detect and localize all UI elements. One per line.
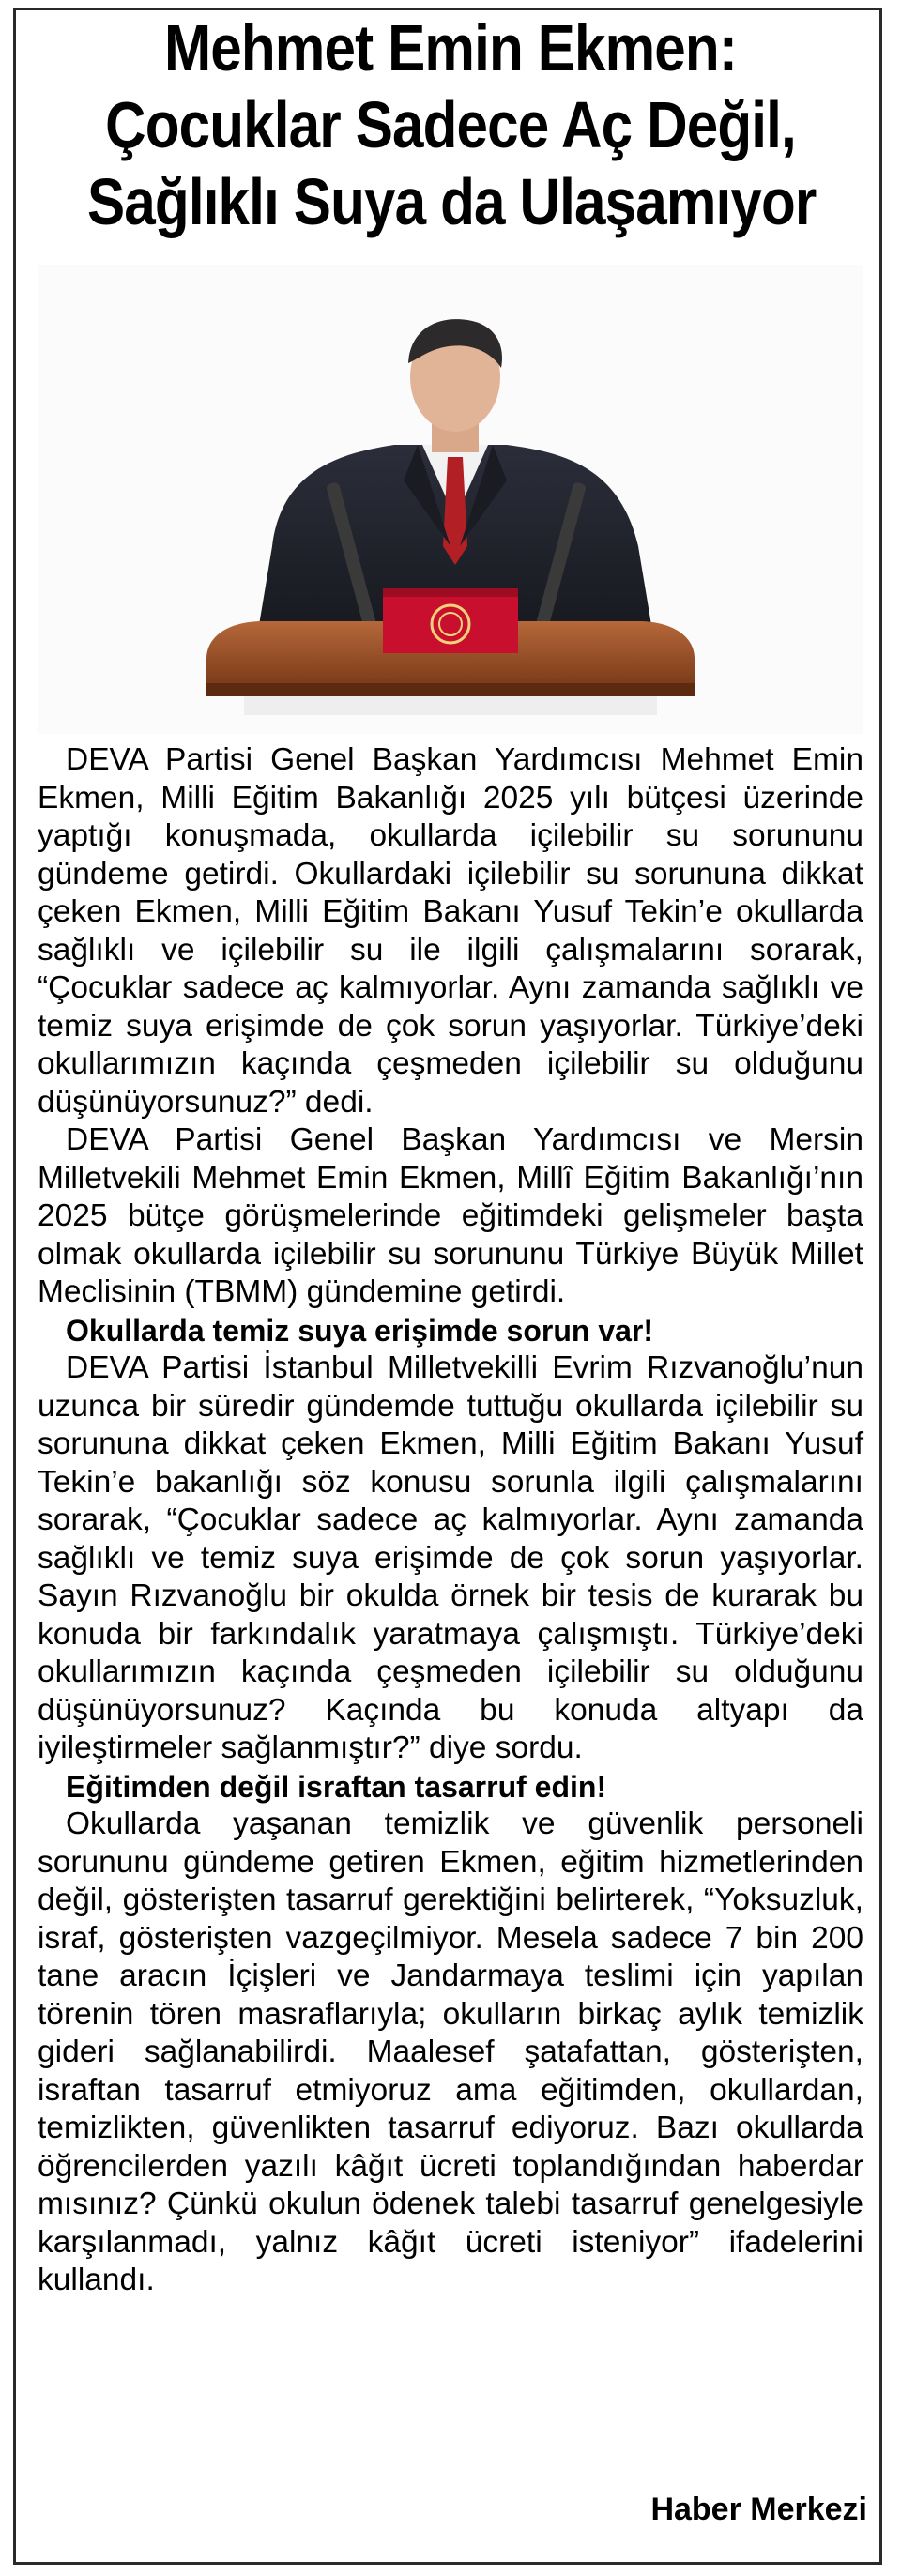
paragraph-1: DEVA Partisi Genel Başkan Yardımcısı Mehmet Emin Ekmen, Milli Eğitim Bakanlığı 2025 yılı bütçesi üzerinde yaptığı konuşmada, okullarda içilebilir su sorununu gündeme getirdi. Okullardaki içilebilir su sorununa dikkat çeken Ekmen, Milli Eğitim Bakanı Yusuf Tekin’e okullarda sağlıklı ve içilebilir su ile ilgili çalışmalarını sorarak, “Çocuklar sadece aç kalmıyorlar. Aynı zamanda sağlıklı ve temiz suya erişimde de çok sorun yaşıyorlar. Türkiye’deki okullarımızın kaçında çeşmeden içilebilir su olduğunu düşünüyorsunuz?” dedi. [38,742,863,1120]
article-headline [87,9,817,240]
headline-line-1: Mehmet Emin Ekmen: [163,11,738,84]
subheading-2: Eğitimden değil israftan tasarruf edin! [66,1769,607,1804]
byline: Haber Merkezi [650,2492,867,2527]
headline-line-3: Sağlıklı Suya da Ulaşamıyor [87,165,817,238]
paragraph-4: Okullarda yaşanan temizlik ve güvenlik personeli sorununu gündeme getiren Ekmen, eğitim hizmetlerinden değil, gösterişten tasarruf gerektiğini belirterek, “Yoksuzluk, israf, gösterişten vazgeçilmiyor. Mesela sadece 7 bin 200 tane aracın İçişleri ve Jandarmaya teslimi için yapılan törenin tören masraflarıyla; okulların birkaç aylık temizlik gideri sağlanabilirdi. Maalesef şatafattan, gösterişten, israftan tasarruf etmiyoruz ama eğitimden, okullardan, temizlikten, güvenlikten tasarruf ediyoruz. Bazı okullarda öğrencilerden yazılı kâğıt ücreti toplandığından haberdar mısınız? Çünkü okulun ödenek talebi tasarruf genelgesiyle karşılanmadı, yalnız kâğıt ücreti isteniyor” ifadelerini kullandı. [38,1806,863,2297]
article-body [38,741,863,2300]
headline-line-2: Çocuklar Sadece Aç Değil, [105,88,796,161]
lectern-plaque [383,595,518,653]
paragraph-2: DEVA Partisi Genel Başkan Yardımcısı ve Mersin Milletvekili Mehmet Emin Ekmen, Millî Eğitim Bakanlığı’nın 2025 bütçe görüşmelerinde eğitimdeki gelişmeler başta olmak okullarda içilebilir su sorununu Türkiye Büyük Millet Meclisinin (TBMM) gündemine getirdi. [38,1122,863,1309]
subheading-1: Okullarda temiz suya erişimde sorun var! [66,1313,654,1348]
article-photo [38,265,863,734]
speaker-at-podium-illustration [38,265,863,734]
paragraph-3: DEVA Partisi İstanbul Milletvekilli Evrim Rızvanoğlu’nun uzunca bir süredir gündemde tuttuğu okullarda içilebilir su sorununa dikkat çeken Ekmen, Milli Eğitim Bakanı Yusuf Tekin’e bakanlığı söz konusu sorunla ilgili çalışmalarını sorarak, “Çocuklar sadece aç kalmıyorlar. Aynı zamanda sağlıklı ve temiz suya erişimde de çok sorun yaşıyorlar. Sayın Rızvanoğlu bir okulda örnek bir tesis de kurarak bu konuda bir farkındalık yaratmaya çalışmıştı. Türkiye’deki okullarımızın kaçında çeşmeden içilebilir su olduğunu düşünüyorsunuz? Kaçında bu konuda altyapı da iyileştirmeler sağlanmıştır?” diye sordu. [38,1350,863,1765]
